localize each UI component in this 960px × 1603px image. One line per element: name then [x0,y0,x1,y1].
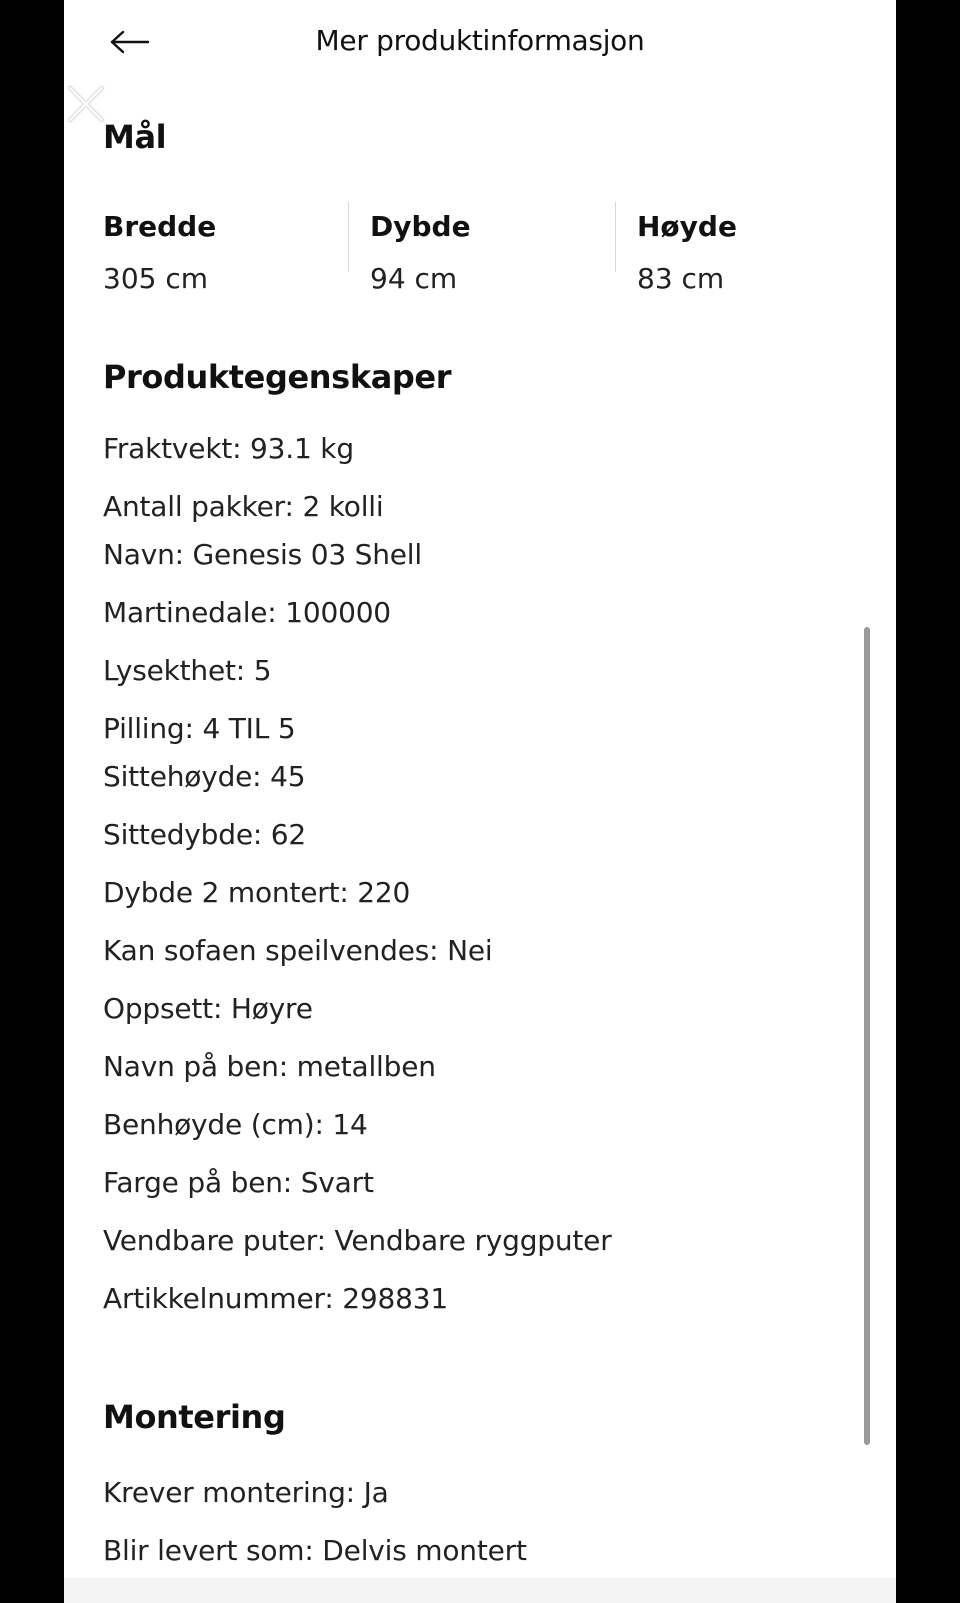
property-item: Oppsett: Høyre [103,992,313,1025]
property-item: Farge på ben: Svart [103,1166,374,1199]
dimension-value: 83 cm [637,262,725,295]
content-area [103,118,853,1567]
property-item: Artikkelnummer: 298831 [103,1282,448,1315]
page-title: Mer produktinformasjon [315,24,645,57]
dimension-label: Bredde [103,210,217,243]
scrollbar[interactable] [864,627,870,1445]
property-item: Lysekthet: 5 [103,654,272,687]
assembly-item: Blir levert som: Delvis montert [103,1534,527,1567]
dimensions-row [103,196,883,296]
dimension-label: Dybde [370,210,471,243]
property-item: Navn på ben: metallben [103,1050,436,1083]
top-bar [64,0,896,90]
properties-heading: Produktegenskaper [103,358,452,396]
property-item: Navn: Genesis 03 Shell [103,538,422,571]
dimension-value: 305 cm [103,262,209,295]
property-item: Sittedybde: 62 [103,818,307,851]
dimensions-heading: Mål [103,118,167,156]
assembly-heading: Montering [103,1398,286,1436]
dimension-value: 94 cm [370,262,458,295]
property-item: Kan sofaen speilvendes: Nei [103,934,493,967]
product-info-screen [64,0,896,1603]
divider [348,202,349,272]
property-item: Sittehøyde: 45 [103,760,306,793]
close-icon [66,84,106,124]
property-item: Pilling: 4 TIL 5 [103,712,296,745]
assembly-item: Krever montering: Ja [103,1476,389,1509]
property-item: Martinedale: 100000 [103,596,391,629]
property-item: Vendbare puter: Vendbare ryggputer [103,1224,612,1257]
property-item: Benhøyde (cm): 14 [103,1108,368,1141]
dimension-label: Høyde [637,210,737,243]
property-item: Antall pakker: 2 kolli [103,490,384,523]
close-button[interactable] [66,84,106,124]
bottom-edge [64,1578,896,1603]
property-item: Fraktvekt: 93.1 kg [103,432,354,465]
property-item: Dybde 2 montert: 220 [103,876,411,909]
divider [615,202,616,272]
